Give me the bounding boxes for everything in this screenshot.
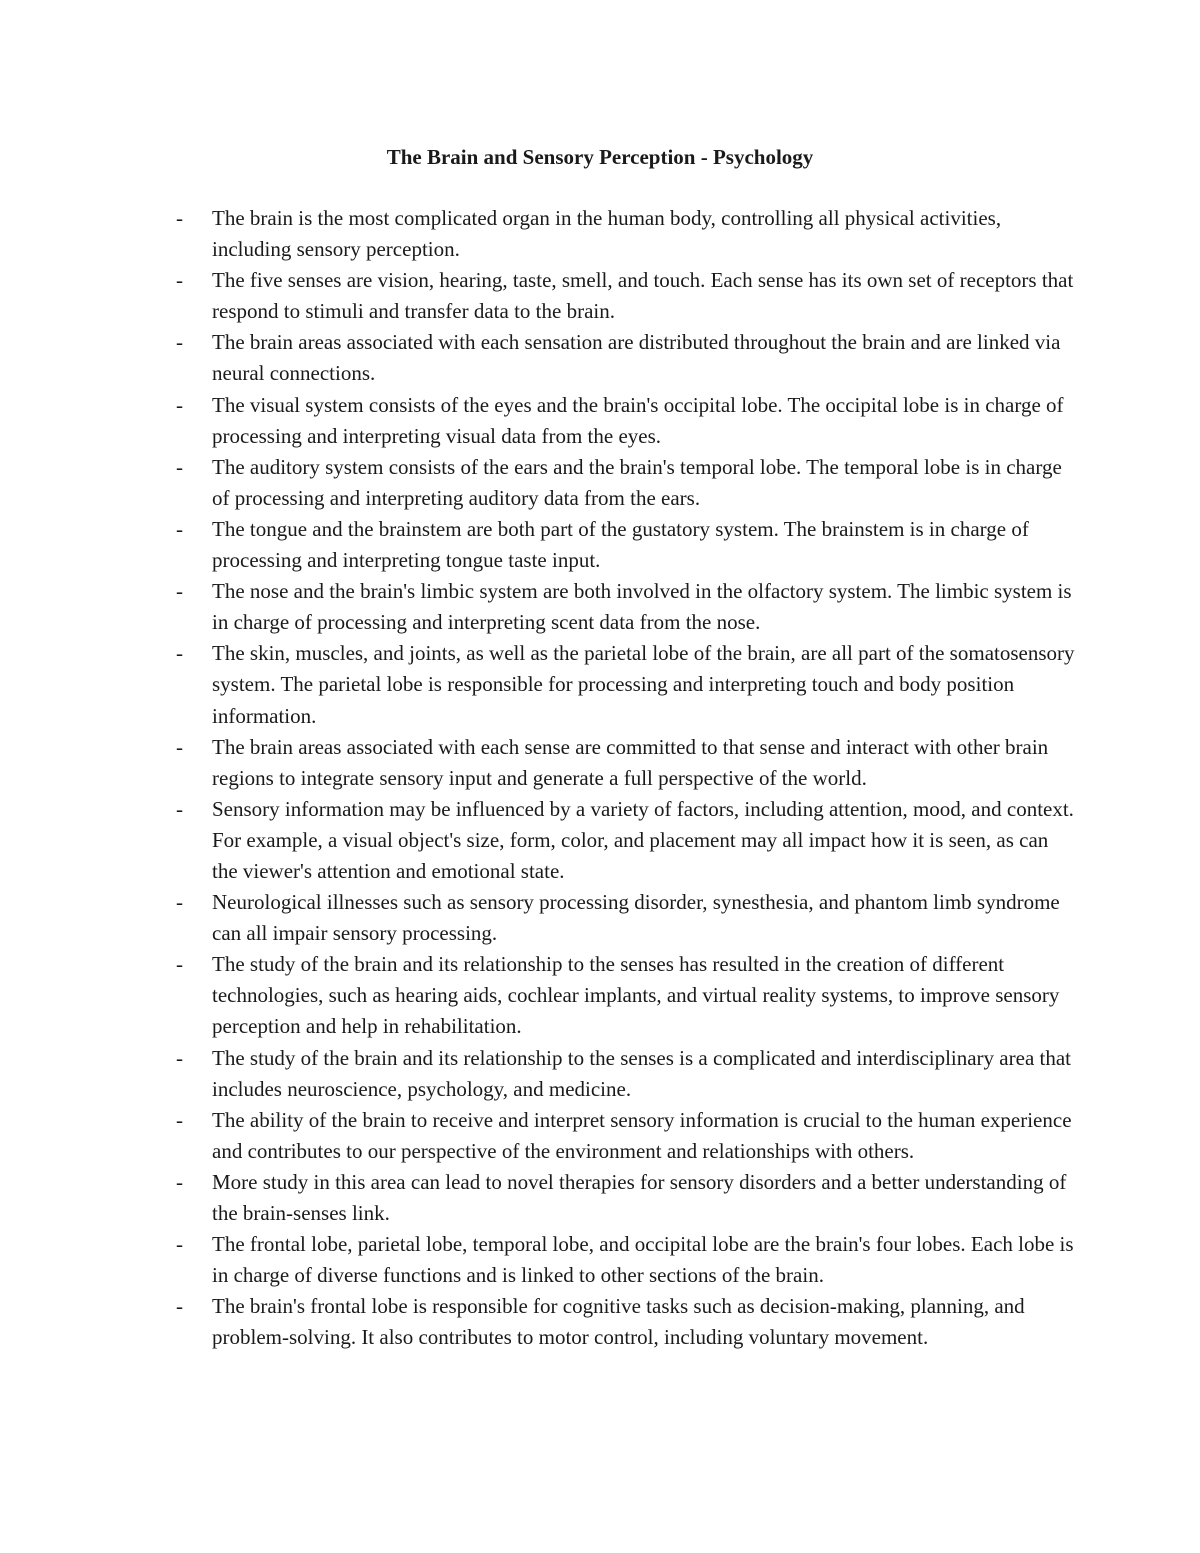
bullet-text: The study of the brain and its relationship to the senses has resulted in the creation of different technologies, such as hearing aids, cochlear implants, and virtual reality systems, to improve sensory perception and help in rehabilitation. — [212, 952, 1060, 1039]
list-item — [172, 265, 1077, 327]
bullet-text: The skin, muscles, and joints, as well as the parietal lobe of the brain, are all part of the somatosensory system. The parietal lobe is responsible for processing and interpreting touch and body position information. — [212, 641, 1075, 728]
bullet-list — [172, 203, 1077, 1353]
list-item — [172, 1291, 1077, 1353]
bullet-text: Sensory information may be influenced by a variety of factors, including attention, mood, and context. For example, a visual object's size, form, color, and placement may all impact how it is seen, as can the viewer's attention and emotional state. — [212, 796, 1074, 883]
bullet-text: Neurological illnesses such as sensory processing disorder, synesthesia, and phantom limb syndrome can all impair sensory processing. — [212, 890, 1060, 946]
bullet-dash: - — [176, 1294, 183, 1319]
bullet-dash: - — [176, 206, 183, 230]
bullet-dash: - — [176, 516, 183, 541]
bullet-dash: - — [176, 1232, 183, 1257]
bullet-text: The ability of the brain to receive and interpret sensory information is crucial to the human experience and contributes to our perspective of the environment and relationships with others. — [212, 1107, 1072, 1163]
bullet-text: The nose and the brain's limbic system are both involved in the olfactory system. The limbic system is in charge of processing and interpreting scent data from the nose. — [212, 579, 1072, 635]
bullet-dash: - — [176, 1045, 183, 1070]
bullet-text: The visual system consists of the eyes and the brain's occipital lobe. The occipital lobe is in charge of processing and interpreting visual data from the eyes. — [212, 392, 1064, 448]
bullet-dash: - — [176, 454, 183, 479]
bullet-text: The brain is the most complicated organ in the human body, controlling all physical activities, including sensory perception. — [212, 206, 1002, 262]
bullet-dash: - — [176, 579, 183, 604]
bullet-text: The auditory system consists of the ears and the brain's temporal lobe. The temporal lobe is in charge of processing and interpreting auditory data from the ears. — [212, 454, 1062, 510]
list-item — [172, 1105, 1077, 1167]
bullet-dash: - — [176, 268, 183, 293]
list-item — [172, 887, 1077, 949]
bullet-dash: - — [176, 734, 183, 759]
page-title: The Brain and Sensory Perception - Psychology — [386, 145, 814, 169]
list-item — [172, 390, 1077, 452]
list-item — [172, 1167, 1077, 1229]
list-item — [172, 327, 1077, 389]
list-item — [172, 1229, 1077, 1291]
bullet-text: The frontal lobe, parietal lobe, temporal lobe, and occipital lobe are the brain's four lobes. Each lobe is in charge of diverse functions and is linked to other sections of the brain. — [212, 1232, 1074, 1288]
list-item — [172, 452, 1077, 514]
list-item — [172, 1043, 1077, 1105]
bullet-dash: - — [176, 392, 183, 417]
bullet-dash: - — [176, 890, 183, 915]
bullet-dash: - — [176, 641, 183, 666]
list-item — [172, 732, 1077, 794]
bullet-dash: - — [176, 1169, 183, 1194]
list-item — [172, 949, 1077, 1042]
list-item — [172, 514, 1077, 576]
bullet-text: The brain areas associated with each sense are committed to that sense and interact with other brain regions to integrate sensory input and generate a full perspective of the world. — [212, 734, 1049, 790]
bullet-text: The tongue and the brainstem are both part of the gustatory system. The brainstem is in charge of processing and interpreting tongue taste input. — [212, 516, 1029, 573]
list-item — [172, 203, 1077, 265]
bullet-text: The brain areas associated with each sensation are distributed throughout the brain and are linked via neural connections. — [212, 330, 1061, 386]
bullet-text: The brain's frontal lobe is responsible for cognitive tasks such as decision-making, planning, and problem-solving. It also contributes to motor control, including voluntary movement. — [212, 1294, 1025, 1350]
bullet-text: The five senses are vision, hearing, taste, smell, and touch. Each sense has its own set of receptors that respond to stimuli and transfer data to the brain. — [212, 268, 1074, 324]
bullet-dash: - — [176, 952, 183, 977]
list-item — [172, 576, 1077, 638]
bullet-text: The study of the brain and its relationship to the senses is a complicated and interdisciplinary area that includes neuroscience, psychology, and medicine. — [212, 1045, 1072, 1101]
bullet-dash: - — [176, 796, 183, 821]
bullet-text: More study in this area can lead to novel therapies for sensory disorders and a better understanding of the brain-senses link. — [212, 1169, 1067, 1225]
bullet-dash: - — [176, 1107, 183, 1132]
bullet-dash: - — [176, 330, 183, 355]
list-item — [172, 794, 1077, 887]
list-item — [172, 638, 1077, 731]
